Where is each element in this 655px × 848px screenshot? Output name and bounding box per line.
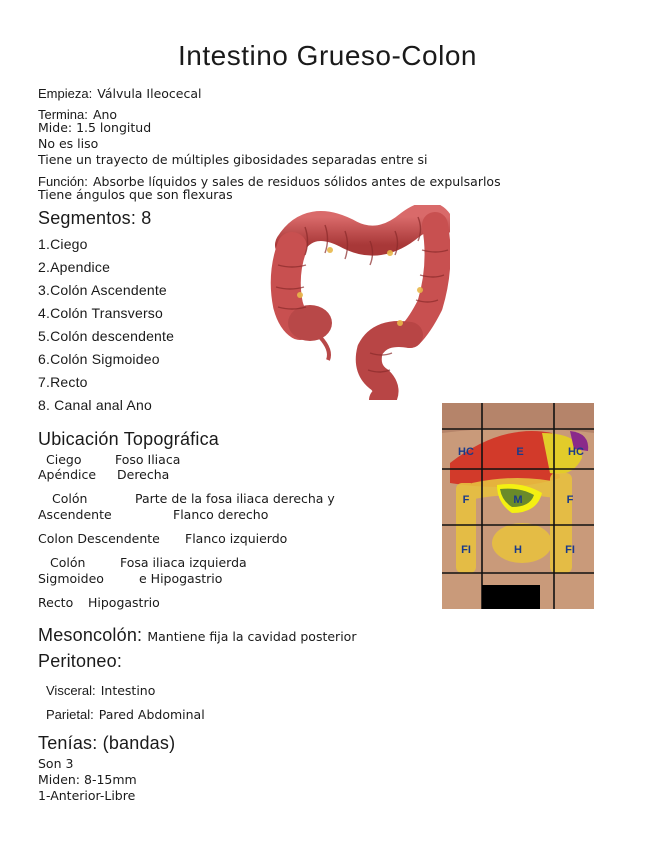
empieza-value: Válvula Ileocecal	[97, 86, 202, 101]
region-label-m: M	[513, 494, 523, 506]
segment-item: 3.Colón Ascendente	[38, 282, 167, 298]
angulos-text: Tiene ángulos que son flexuras	[38, 187, 233, 202]
mesocolon-label: Mesoncolón:	[38, 625, 143, 645]
region-label-hc-right: HC	[568, 446, 584, 458]
region-label-f-right: F	[566, 494, 574, 506]
ubicacion-sigmoideo-r1: Fosa iliaca izquierda	[120, 555, 247, 570]
ubicacion-ascendente-l2: Ascendente	[38, 507, 112, 522]
ubicacion-ciego-l2: Apéndice	[38, 467, 97, 482]
trayecto-text: Tiene un trayecto de múltiples gibosidades separadas entre si	[38, 152, 428, 167]
peritoneo-heading: Peritoneo:	[38, 651, 123, 671]
ubicacion-ciego-r2: Derecha	[117, 467, 170, 482]
ubicacion-descendente-l1: Colon Descendente	[38, 531, 160, 546]
tenias-line: Son 3	[38, 756, 74, 771]
ubicacion-heading: Ubicación Topográfica	[38, 429, 219, 449]
ubicacion-recto-r1: Hipogastrio	[88, 595, 160, 610]
visceral-line	[46, 680, 155, 699]
ubicacion-sigmoideo-l2: Sigmoideo	[38, 571, 104, 586]
tenias-line: 1-Anterior-Libre	[38, 788, 136, 803]
termina-value: Ano	[92, 107, 118, 122]
parietal-line	[46, 704, 205, 723]
region-label-fi-left: FI	[461, 544, 471, 556]
segment-item: 2.Apendice	[38, 259, 111, 275]
ubicacion-ascendente-r2: Flanco derecho	[173, 507, 269, 522]
segment-item: 7.Recto	[38, 374, 88, 390]
mesocolon-line	[38, 625, 356, 646]
ubicacion-sigmoideo-l1: Colón	[50, 555, 86, 570]
visceral-value: Intestino	[100, 683, 156, 698]
segment-item: 5.Colón descendente	[38, 328, 175, 344]
segment-item: 6.Colón Sigmoideo	[38, 351, 160, 367]
region-label-h: H	[514, 544, 522, 556]
abdominal-regions-diagram	[442, 403, 594, 609]
no-liso-text: No es liso	[38, 136, 99, 151]
ubicacion-ascendente-r1: Parte de la fosa iliaca derecha y	[135, 491, 335, 506]
empieza-line	[38, 83, 202, 102]
funcion-label: Función:	[38, 174, 88, 189]
empieza-label: Empieza:	[38, 86, 93, 101]
visceral-label: Visceral:	[46, 683, 96, 698]
parietal-label: Parietal:	[46, 707, 94, 722]
tenias-heading: Tenías: (bandas)	[38, 733, 176, 753]
tenias-line: Miden: 8-15mm	[38, 772, 137, 787]
segment-item: 4.Colón Transverso	[38, 305, 163, 321]
termina-label: Termina:	[38, 107, 88, 122]
ubicacion-descendente-r1: Flanco izquierdo	[185, 531, 288, 546]
ubicacion-sigmoideo-r2: e Hipogastrio	[139, 571, 223, 586]
parietal-value: Pared Abdominal	[98, 707, 205, 722]
region-label-hc-left: HC	[458, 446, 474, 458]
region-label-e: E	[516, 446, 524, 458]
segmentos-heading: Segmentos: 8	[38, 208, 152, 228]
mesocolon-value: Mantiene fija la cavidad posterior	[147, 629, 357, 644]
segment-item: 1.Ciego	[38, 236, 88, 252]
page-title: Intestino Grueso-Colon	[178, 40, 477, 71]
ubicacion-ciego-r1: Foso Iliaca	[115, 452, 181, 467]
colon-illustration	[270, 205, 450, 400]
ubicacion-ciego-l1: Ciego	[46, 452, 82, 467]
ubicacion-recto-l1: Recto	[38, 595, 74, 610]
segment-item: 8. Canal anal Ano	[38, 397, 152, 413]
region-label-f-left: F	[462, 494, 470, 506]
region-label-fi-right: FI	[565, 544, 575, 556]
ubicacion-ascendente-l1: Colón	[52, 491, 88, 506]
funcion-value: Absorbe líquidos y sales de residuos sólidos antes de expulsarlos	[92, 174, 501, 189]
mide-text: Mide: 1.5 longitud	[38, 120, 152, 135]
